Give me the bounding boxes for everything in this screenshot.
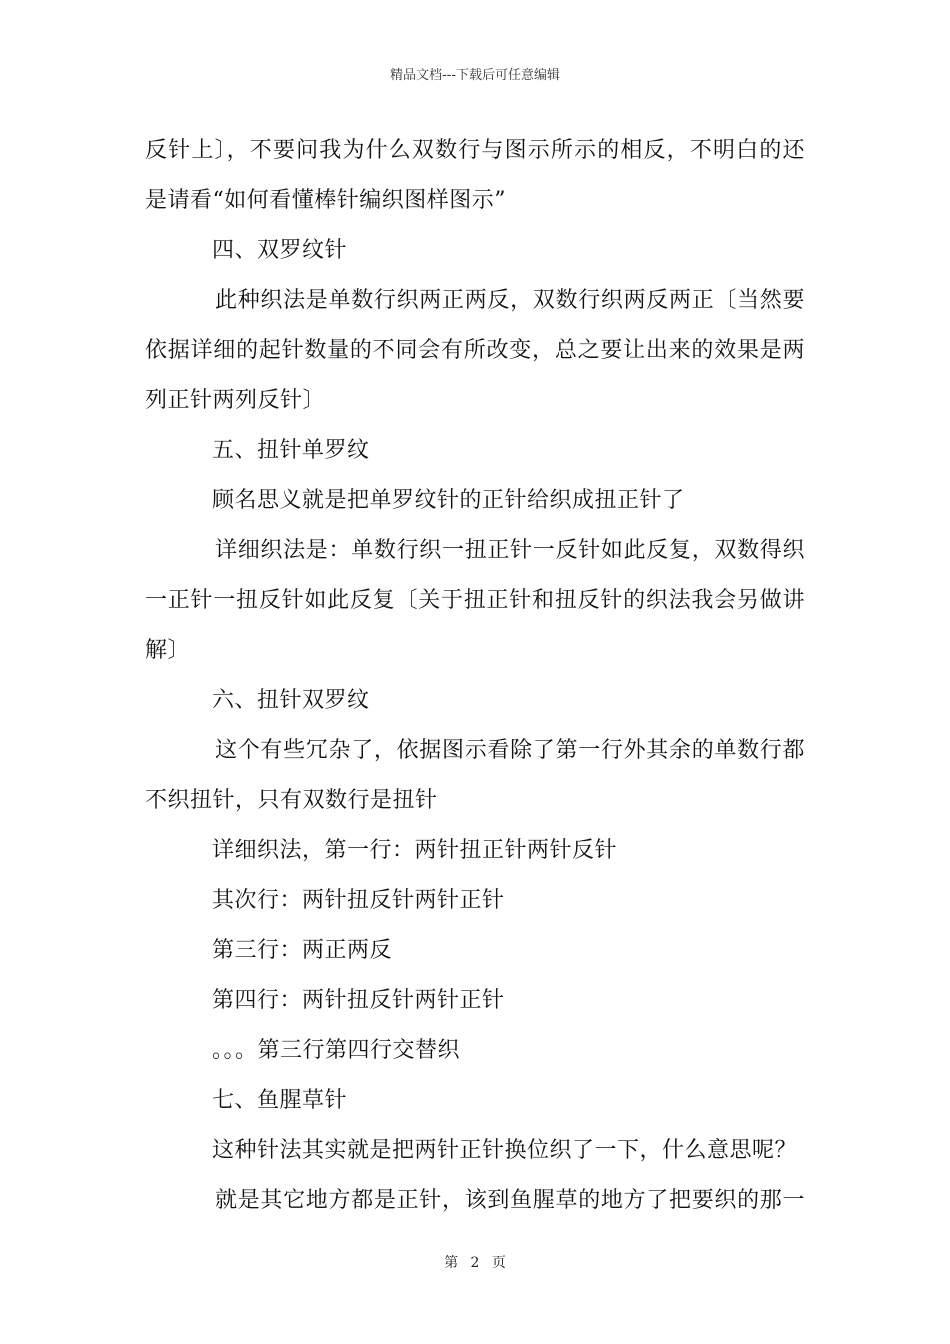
body-line: 此种织法是单数行织两正两反，双数行织两反两正〔当然要 <box>215 288 805 313</box>
body-line: 一正针一扭反针如此反复〔关于扭正针和扭反针的织法我会另做讲 <box>145 588 805 613</box>
section-heading: 五、扭针单罗纹 <box>212 438 370 463</box>
body-line: 就是其它地方都是正针，该到鱼腥草的地方了把要织的那一 <box>215 1188 805 1213</box>
body-line: 第四行：两针扭反针两针正针 <box>212 988 505 1013</box>
body-line: 其次行：两针扭反针两针正针 <box>212 888 505 913</box>
section-heading: 六、扭针双罗纹 <box>212 688 370 713</box>
body-line: 依据详细的起针数量的不同会有所改变，总之要让出来的效果是两 <box>145 338 805 363</box>
page-suffix: 页 <box>491 1255 506 1271</box>
body-line: 第三行：两正两反 <box>212 938 393 963</box>
page-footer <box>0 1252 950 1272</box>
body-line: 这种针法其实就是把两针正针换位织了一下，什么意思呢？ <box>212 1138 798 1163</box>
body-line: 顾名思义就是把单罗纹针的正针给织成扭正针了 <box>212 488 685 513</box>
body-line: 列正针两列反针〕 <box>145 388 326 413</box>
section-heading: 四、双罗纹针 <box>212 238 348 263</box>
body-line: 不织扭针，只有双数行是扭针 <box>145 788 438 813</box>
page-prefix: 第 <box>444 1255 459 1271</box>
body-line: 详细织法是：单数行织一扭正针一反针如此反复，双数得织 <box>215 538 805 563</box>
body-line: 这个有些冗杂了，依据图示看除了第一行外其余的单数行都 <box>215 738 805 763</box>
page-number: 2 <box>470 1255 480 1271</box>
body-line: 是请看“如何看懂棒针编织图样图示” <box>145 188 506 213</box>
body-line: 详细织法，第一行：两针扭正针两针反针 <box>212 838 618 863</box>
page-header: 精品文档---下载后可任意编辑 <box>389 68 561 83</box>
body-line: 解〕 <box>145 638 191 663</box>
body-line: 反针上〕，不要问我为什么双数行与图示所示的相反，不明白的还 <box>145 138 805 163</box>
section-heading: 七、鱼腥草针 <box>212 1088 348 1113</box>
body-line: 。。。第三行第四行交替织 <box>212 1038 461 1063</box>
